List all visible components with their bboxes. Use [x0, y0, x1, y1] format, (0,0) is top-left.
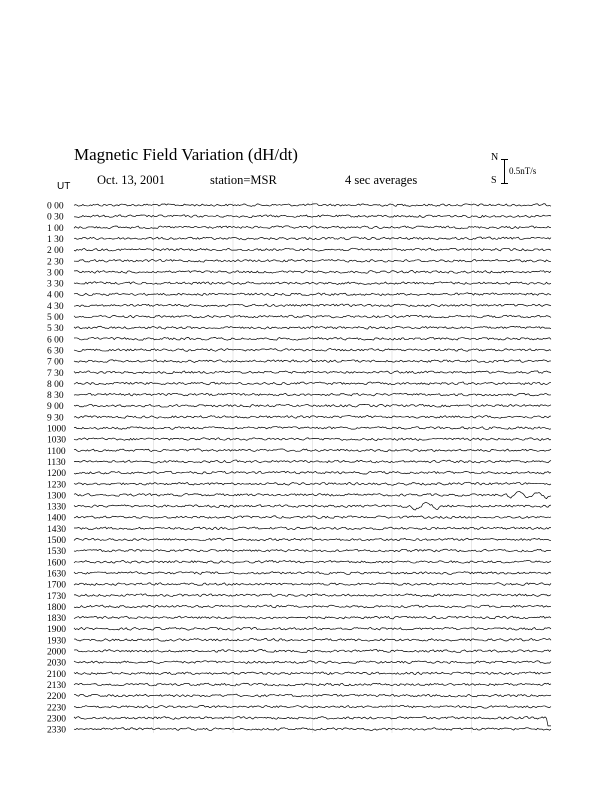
row-label: 1400	[47, 513, 66, 524]
row-label: 1830	[47, 614, 66, 625]
row-label: 1230	[47, 480, 66, 491]
row-label: 2130	[47, 680, 66, 691]
row-label: 3 30	[47, 279, 64, 290]
row-label: 7 30	[47, 368, 64, 379]
row-label: 1 00	[47, 223, 64, 234]
row-label: 1100	[47, 446, 66, 457]
row-label: 1 30	[47, 234, 64, 245]
row-label: 2000	[47, 647, 66, 658]
row-label: 2200	[47, 692, 66, 703]
date-label: Oct. 13, 2001	[97, 173, 166, 187]
row-label: 2300	[47, 714, 66, 725]
row-label: 1700	[47, 580, 66, 591]
row-label: 6 30	[47, 346, 64, 357]
row-label: 7 00	[47, 357, 64, 368]
row-label: 8 30	[47, 391, 64, 402]
row-label: 2100	[47, 669, 66, 680]
ut-axis-label: UT	[57, 181, 71, 192]
row-label: 9 00	[47, 402, 64, 413]
scale-value-label: 0.5nT/s	[509, 166, 537, 176]
row-label: 1530	[47, 547, 66, 558]
row-label: 1300	[47, 491, 66, 502]
scale-north-label: N	[491, 152, 499, 163]
row-label: 2230	[47, 703, 66, 714]
row-label: 3 00	[47, 268, 64, 279]
row-label: 2 30	[47, 257, 64, 268]
row-label: 1630	[47, 569, 66, 580]
row-label: 1330	[47, 502, 66, 513]
row-label: 5 00	[47, 313, 64, 323]
row-label: 1430	[47, 524, 66, 535]
row-label: 1800	[47, 602, 66, 613]
row-label: 5 30	[47, 324, 64, 335]
row-label: 4 30	[47, 301, 64, 312]
row-label: 1900	[47, 625, 66, 636]
row-label: 1130	[47, 457, 66, 468]
row-label: 2330	[47, 725, 66, 736]
row-label: 6 00	[47, 335, 64, 346]
row-label: 8 00	[47, 379, 64, 390]
row-label: 2030	[47, 658, 66, 669]
row-label: 1930	[47, 636, 66, 647]
row-label: 4 00	[47, 290, 64, 301]
averaging-label: 4 sec averages	[345, 173, 418, 187]
row-label: 1000	[47, 424, 66, 435]
row-label: 1200	[47, 469, 66, 480]
row-label: 1030	[47, 435, 66, 446]
row-label: 1600	[47, 558, 66, 569]
row-label: 9 30	[47, 413, 64, 424]
scale-south-label: S	[491, 175, 497, 186]
row-label: 2 00	[47, 246, 64, 257]
row-label: 0 00	[47, 201, 64, 212]
row-label: 1730	[47, 591, 66, 602]
row-label: 0 30	[47, 212, 64, 223]
station-label: station=MSR	[210, 173, 277, 187]
row-label: 1500	[47, 536, 66, 546]
chart-title: Magnetic Field Variation (dH/dt)	[74, 145, 298, 164]
